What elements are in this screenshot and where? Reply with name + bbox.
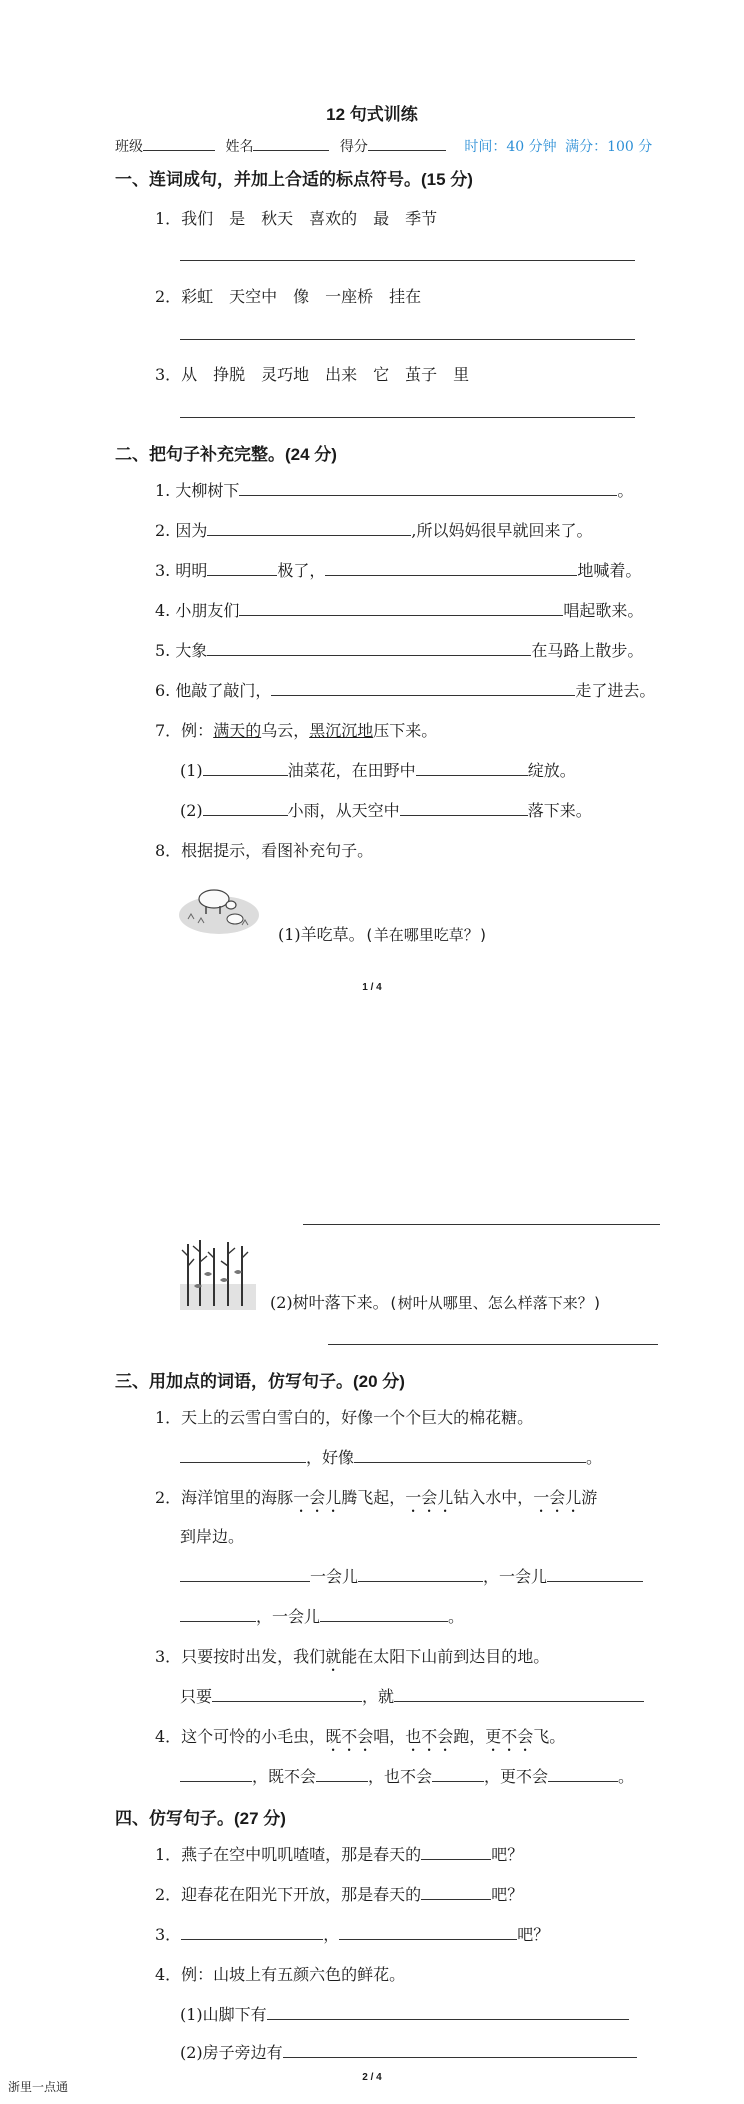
- s3-q4-dotted-1: 既不会: [325, 1727, 374, 1746]
- falling-leaves-illustration: [180, 1236, 256, 1310]
- s2-question-1: [155, 478, 633, 501]
- s3-q2-text-d: 游: [581, 1488, 598, 1507]
- time-info: 时间：40 分钟: [464, 139, 557, 155]
- s3-q2-ans-1: 一会儿: [310, 1567, 359, 1586]
- s2-question-8: 8．根据提示，看图补充句子。: [155, 841, 374, 860]
- s2-q2-text: 2. 因为: [155, 521, 208, 540]
- page-number-1: 1 / 4: [362, 982, 382, 993]
- s3-q3-ans-1: 只要: [180, 1687, 213, 1706]
- s2-q7-end: 压下来。: [373, 721, 438, 740]
- s2-q7-underlined-2: 黑沉沉地: [309, 721, 374, 740]
- s4-q1-end: 吧？: [491, 1845, 524, 1864]
- s2-q7-mid: 乌云，: [261, 721, 310, 740]
- s4-q3-num: 3．: [155, 1925, 182, 1944]
- s3-q4-ans-2: ，也不会: [368, 1767, 433, 1786]
- class-blank[interactable]: [143, 134, 215, 151]
- s2-q7-1-blank-2[interactable]: [416, 759, 528, 776]
- s2-q7-underlined-1: 满天的: [213, 721, 262, 740]
- s3-q4-blank-4[interactable]: [548, 1765, 618, 1782]
- footer-brand: 浙里一点通: [8, 2080, 69, 2094]
- s3-q3-answer: [180, 1684, 644, 1707]
- s3-question-1: [155, 1405, 533, 1428]
- s3-q2-continuation: 到岸边。: [180, 1527, 245, 1546]
- s2-q4-blank[interactable]: [239, 599, 563, 616]
- score-label: 得分: [339, 139, 368, 155]
- s3-q2-blank-2[interactable]: [358, 1565, 483, 1582]
- s1-question-3: 3．从 挣脱 灵巧地 出来 它 茧子 里: [155, 365, 470, 384]
- s2-q8-1-hint: (羊在哪里吃草？): [364, 926, 488, 944]
- s3-q2-text-b: 腾飞起，: [341, 1488, 406, 1507]
- s2-q1-end: 。: [617, 481, 634, 500]
- s4-q2-end: 吧？: [491, 1885, 524, 1904]
- s3-q1-mid: ，好像: [306, 1448, 355, 1467]
- s2-q7-prefix: 7．例：: [155, 721, 214, 740]
- s2-q5-end: 在马路上散步。: [531, 641, 644, 660]
- s3-q2-text-a: 2．海洋馆里的海豚: [155, 1488, 294, 1507]
- s2-q5-blank[interactable]: [207, 639, 531, 656]
- full-score-info: 满分：100 分: [565, 139, 653, 155]
- class-label: 班级: [115, 139, 143, 155]
- s3-q4-ans-3: ，更不会: [484, 1767, 549, 1786]
- s3-q2-text-c: 钻入水中，: [453, 1488, 534, 1507]
- s4-question-4: 4．例：山坡上有五颜六色的鲜花。: [155, 1965, 406, 1984]
- s2-q7-2-label: (2): [180, 801, 203, 820]
- s4-q3-blank-1[interactable]: [181, 1923, 323, 1940]
- page-number-2: 2 / 4: [362, 2072, 382, 2083]
- s3-q3-blank-1[interactable]: [212, 1685, 362, 1702]
- s2-q3-mid: 极了，: [277, 561, 326, 580]
- s3-q4-dotted-3: 更不会: [485, 1727, 534, 1746]
- s2-q2-blank[interactable]: [207, 519, 411, 536]
- s2-q7-2-mid: 小雨，从天空中: [287, 801, 400, 820]
- s4-q4-1-blank[interactable]: [267, 2003, 629, 2020]
- section-3-title: 三、用加点的词语，仿写句子。(20 分): [115, 1372, 405, 1391]
- s3-q2-dotted-3: 一会儿: [533, 1488, 582, 1507]
- s3-q2-blank-5[interactable]: [320, 1605, 448, 1622]
- meta-line: [115, 134, 652, 156]
- s2-q8-2-answer-line[interactable]: [328, 1344, 658, 1345]
- section-2-title: 二、把句子补充完整。(24 分): [115, 445, 337, 464]
- s4-question-1: [155, 1842, 523, 1865]
- s2-q4-text: 4. 小朋友们: [155, 601, 240, 620]
- s3-q2-answer-row-2: [180, 1604, 464, 1627]
- s3-q2-ans-4: 。: [448, 1607, 465, 1626]
- s4-q2-text: 2．迎春花在阳光下开放，那是春天的: [155, 1885, 422, 1904]
- s2-q6-text: 6. 他敲了敲门，: [155, 681, 272, 700]
- s3-q2-dotted-1: 一会儿: [293, 1488, 342, 1507]
- s4-q4-sub-1: [180, 2002, 629, 2025]
- s1-question-2: 2．彩虹 天空中 像 一座桥 挂在: [155, 287, 422, 306]
- s3-q4-text-a: 4．这个可怜的小毛虫，: [155, 1727, 326, 1746]
- s2-q3-blank-2[interactable]: [325, 559, 577, 576]
- s1-answer-line-3[interactable]: [180, 417, 635, 418]
- section-4-title: 四、仿写句子。(27 分): [115, 1809, 286, 1828]
- s1-question-1: 1．我们 是 秋天 喜欢的 最 季节: [155, 209, 438, 228]
- s3-q1-text: 1．天上的云雪白雪白的，好像一个个巨大的棉花糖。: [155, 1408, 534, 1427]
- s3-q1-blank-2[interactable]: [354, 1446, 586, 1463]
- s2-q7-1-blank-1[interactable]: [203, 759, 288, 776]
- s4-q1-text: 1．燕子在空中叽叽喳喳，那是春天的: [155, 1845, 422, 1864]
- s2-q8-2: [270, 1290, 602, 1313]
- s2-q7-1-label: (1): [180, 761, 203, 780]
- s3-q4-text-c: 跑，: [453, 1727, 486, 1746]
- name-blank[interactable]: [253, 134, 329, 151]
- s2-q7-2-blank-2[interactable]: [400, 799, 528, 816]
- s3-q3-text-b: 能在太阳下山前到达目的地。: [341, 1647, 550, 1666]
- page-title: 12 句式训练: [326, 105, 418, 124]
- s3-q3-blank-2[interactable]: [394, 1685, 644, 1702]
- s4-question-2: [155, 1882, 523, 1905]
- s2-q3-blank-1[interactable]: [207, 559, 277, 576]
- s2-q7-2-end: 落下来。: [527, 801, 592, 820]
- s3-question-3: [155, 1644, 549, 1675]
- s3-q4-blank-1[interactable]: [180, 1765, 252, 1782]
- s4-q4-2-text: (2)房子旁边有: [180, 2043, 283, 2062]
- s3-q1-answer: [180, 1445, 602, 1468]
- s2-q4-end: 唱起歌来。: [563, 601, 644, 620]
- s2-q2-end: ,所以妈妈很早就回来了。: [411, 521, 593, 540]
- s3-q4-ans-4: 。: [618, 1767, 635, 1786]
- score-blank[interactable]: [368, 134, 446, 151]
- s3-q3-ans-2: ，就: [362, 1687, 395, 1706]
- s2-q7-sub-1: [180, 758, 576, 781]
- s3-q4-answer: [180, 1764, 634, 1787]
- s4-q3-end: 吧？: [517, 1925, 550, 1944]
- s2-question-5: [155, 638, 643, 661]
- s3-q4-blank-2[interactable]: [316, 1765, 368, 1782]
- s2-q6-blank[interactable]: [271, 679, 575, 696]
- s3-q4-dotted-2: 也不会: [405, 1727, 454, 1746]
- s3-q2-answer-row-1: [180, 1564, 643, 1587]
- s3-q2-ans-3: ，一会儿: [256, 1607, 321, 1626]
- s3-q3-dotted: 就: [325, 1647, 342, 1666]
- s3-q2-blank-4[interactable]: [180, 1605, 256, 1622]
- s2-q3-text: 3. 明明: [155, 561, 208, 580]
- s2-q5-text: 5. 大象: [155, 641, 208, 660]
- s3-q3-text-a: 3．只要按时出发，我们: [155, 1647, 326, 1666]
- sheep-grazing-illustration: [178, 875, 260, 935]
- s3-q4-text-b: 唱，: [373, 1727, 406, 1746]
- s3-q2-blank-3[interactable]: [547, 1565, 643, 1582]
- s3-q2-blank-1[interactable]: [180, 1565, 310, 1582]
- s3-q2-ans-2: ，一会儿: [483, 1567, 548, 1586]
- s4-q3-comma: ，: [323, 1925, 340, 1944]
- section-1-title: 一、连词成句，并加上合适的标点符号。(15 分): [115, 170, 473, 189]
- s2-question-3: [155, 558, 641, 581]
- s2-question-2: [155, 518, 592, 541]
- s2-q8-2-text: (2)树叶落下来。: [270, 1293, 389, 1312]
- s2-q7-sub-2: [180, 798, 592, 821]
- s1-answer-line-2[interactable]: [180, 339, 635, 340]
- s3-q1-blank-1[interactable]: [180, 1446, 306, 1463]
- s4-q4-2-blank[interactable]: [283, 2041, 637, 2058]
- s2-q7-1-mid: 油菜花，在田野中: [287, 761, 416, 780]
- s4-question-3: [155, 1922, 549, 1945]
- s2-q8-1-text: (1)羊吃草。: [278, 925, 365, 944]
- s2-q1-blank[interactable]: [239, 479, 617, 496]
- s4-q1-blank[interactable]: [421, 1843, 491, 1860]
- s3-question-4: [155, 1724, 565, 1755]
- s2-q8-2-hint: (树叶从哪里、怎么样落下来？): [388, 1294, 602, 1312]
- s3-q1-end: 。: [586, 1448, 603, 1467]
- s4-q2-blank[interactable]: [421, 1883, 491, 1900]
- s3-q2-dotted-2: 一会儿: [405, 1488, 454, 1507]
- s2-q7-1-end: 绽放。: [527, 761, 576, 780]
- s2-q1-text: 1. 大柳树下: [155, 481, 240, 500]
- s3-q4-blank-3[interactable]: [432, 1765, 484, 1782]
- name-label: 姓名: [225, 139, 254, 155]
- s2-q8-1: [278, 922, 488, 945]
- s4-q3-blank-2[interactable]: [339, 1923, 517, 1940]
- s1-answer-line-1[interactable]: [180, 260, 635, 261]
- s2-question-6: [155, 678, 655, 701]
- s2-q6-end: 走了进去。: [575, 681, 656, 700]
- s3-q4-text-e: 飞。: [533, 1727, 566, 1746]
- s4-q4-1-text: (1)山脚下有: [180, 2005, 267, 2024]
- s2-question-7: [155, 718, 437, 741]
- s2-q7-2-blank-1[interactable]: [203, 799, 288, 816]
- s4-q4-sub-2: [180, 2040, 637, 2063]
- s3-q4-ans-1: ，既不会: [252, 1767, 317, 1786]
- s2-question-4: [155, 598, 643, 621]
- s2-q8-1-answer-line[interactable]: [303, 1224, 660, 1225]
- s2-q3-end: 地喊着。: [577, 561, 642, 580]
- s3-question-2: [155, 1485, 597, 1516]
